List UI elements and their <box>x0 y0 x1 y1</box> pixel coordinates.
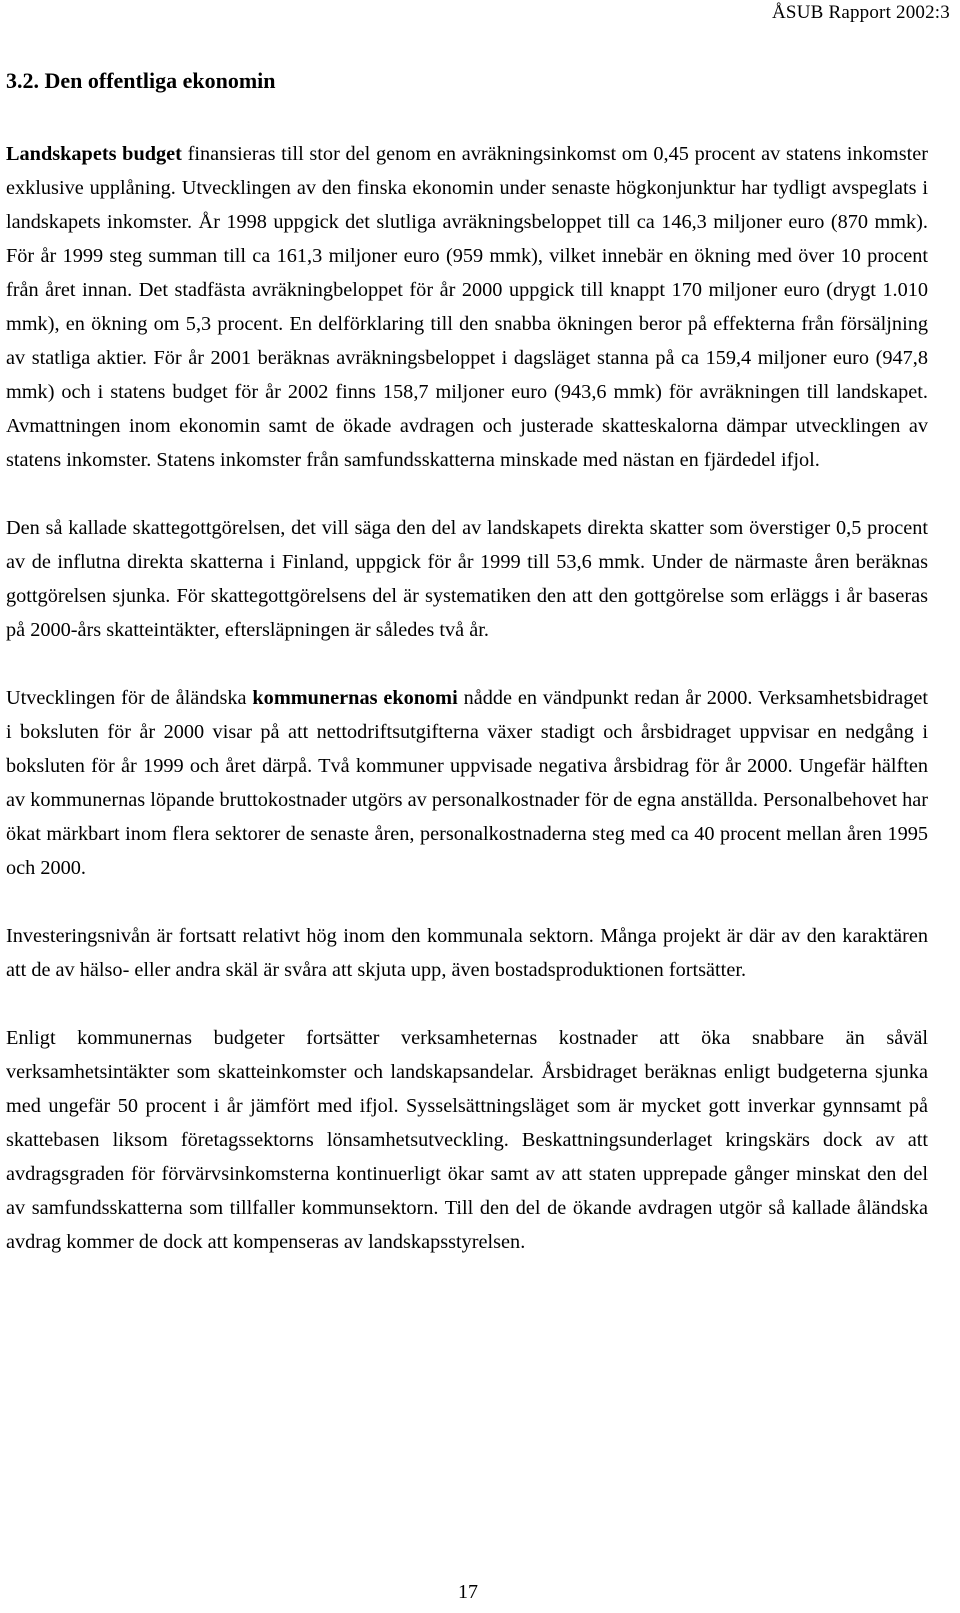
paragraph-kommuner <box>6 681 928 885</box>
paragraph-skattegottgorelse <box>6 511 928 647</box>
paragraph-kommuner-text-2: nådde en vändpunkt redan år 2000. Verksamhetsbidraget i boksluten för år 2000 visar på att nettodriftsutgifterna växer stadigt och årsbidraget uppvisar en nedgång i boksluten för år 1999 och året därpå. Två kommuner uppvisade negativa årsbidrag för år 2000. Ungefär hälften av kommunernas löpande bruttokostnader utgörs av personalkostnader för de egna anställda. Personalbehovet har ökat märkbart inom flera sektorer de senaste åren, personalkostnaderna steg med ca 40 procent mellan åren 1995 och 2000. <box>6 687 928 879</box>
report-header: ÅSUB Rapport 2002:3 <box>772 2 950 23</box>
paragraph-skattegottgorelse-text: Den så kallade skattegottgörelsen, det vill säga den del av landskapets direkta skatter som överstiger 0,5 procent av de influtna direkta skatterna i Finland, uppgick för år 1999 till 53,6 mmk. Under de närmaste åren beräknas gottgörelsen sjunka. För skattegottgörelsens del är systematiken den att den gottgörelse som erläggs i år baseras på 2000-års skatteintäkter, eftersläpningen är således två år. <box>6 517 928 641</box>
paragraph-kommuner-text-1: Utvecklingen för de åländska <box>6 687 253 709</box>
paragraph-investeringar <box>6 919 928 987</box>
paragraph-budgeter-text: Enligt kommunernas budgeter fortsätter verksamheternas kostnader att öka snabbare än såväl verksamhetsintäkter som skatteinkomster och landskapsandelar. Årsbidraget beräknas enligt budgeterna sjunka med ungefär 50 procent i år jämfört med ifjol. Sysselsättningsläget som är mycket gott inverkar gynnsamt på skattebasen liksom företagssektorns lönsamhetsutveckling. Beskattningsunderlaget kringskärs dock av att avdragsgraden för förvärvsinkomsterna kontinuerligt ökar samt av att staten upprepade gånger minskat den del av samfundsskatterna som tillfaller kommunsektorn. Till den del de ökande avdragen utgör så kallade åländska avdrag kommer de dock att kompenseras av landskapsstyrelsen. <box>6 1027 928 1253</box>
paragraph-budgeter <box>6 1021 928 1259</box>
paragraph-budget-text: finansieras till stor del genom en avräkningsinkomst om 0,45 procent av statens inkomster exklusive upplåning. Utvecklingen av den finska ekonomin under senaste högkonjunktur har tydligt avspeglats i landskapets inkomster. År 1998 uppgick det slutliga avräkningsbeloppet till ca 146,3 miljoner euro (870 mmk). För år 1999 steg summan till ca 161,3 miljoner euro (959 mmk), vilket innebär en ökning med över 10 procent från året innan. Det stadfästa avräkningbeloppet för år 2000 uppgick till knappt 170 miljoner euro (drygt 1.010 mmk), en ökning om 5,3 procent. En delförklaring till den snabba ökningen beror på effekterna från försäljning av statliga aktier. För år 2001 beräknas avräkningsbeloppet i dagsläget stanna på ca 159,4 miljoner euro (947,8 mmk) och i statens budget för år 2002 finns 158,7 miljoner euro (943,6 mmk) för avräkningen till landskapet. Avmattningen inom ekonomin samt de ökade avdragen och justerade skatteskalorna dämpar utvecklingen av statens inkomster. Statens inkomster från samfundsskatterna minskade med nästan en fjärdedel ifjol. <box>6 143 928 471</box>
page-number: 17 <box>458 1581 478 1603</box>
paragraph-investeringar-text: Investeringsnivån är fortsatt relativt hög inom den kommunala sektorn. Många projekt är där av den karaktären att de av hälso- eller andra skäl är svåra att skjuta upp, även bostadsproduktionen fortsätter. <box>6 925 928 981</box>
bold-term-budget: Landskapets budget <box>6 143 182 165</box>
section-title: 3.2. Den offentliga ekonomin <box>6 68 276 93</box>
paragraph-budget <box>6 137 928 477</box>
bold-term-kommunernas-ekonomi: kommunernas ekonomi <box>252 687 458 709</box>
body-text <box>6 137 928 1259</box>
